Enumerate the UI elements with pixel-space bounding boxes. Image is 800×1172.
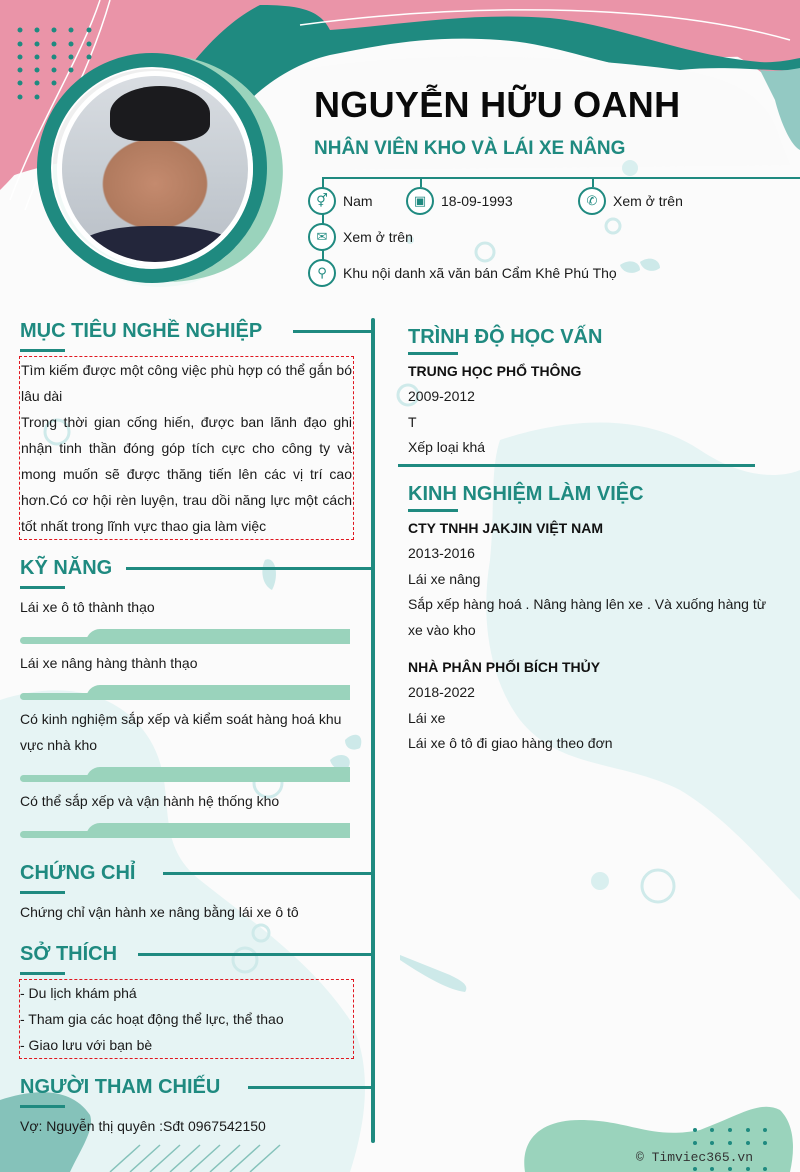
education-period: 2009-2012: [408, 388, 475, 404]
skill-item: Lái xe ô tô thành thạo: [20, 594, 350, 644]
section-title-skills: KỸ NĂNG: [20, 557, 113, 579]
section-title-hobbies: SỞ THÍCH: [20, 943, 118, 965]
education-major: T: [408, 413, 417, 430]
objective-text: Tìm kiếm được một công việc phù hợp có thể gắn bó lâu dài Trong thời gian cống hiến, được ban lãnh đạo ghi nhận tinh thần đóng góp tích cực cho công ty và mong muốn sẽ được thăng tiến lên các vị trí cao hơn.Có cơ hội rèn luyện, trau dồi năng lực một cách tốt nhất trong lĩnh vực thao gia làm việc: [19, 356, 354, 540]
company-name: NHÀ PHÂN PHỐI BÍCH THỦY: [408, 659, 601, 675]
experience-description: Sắp xếp hàng hoá . Nâng hàng lên xe . Và xuống hàng từ xe vào kho: [408, 596, 767, 638]
experience-period: 2013-2016: [408, 545, 475, 561]
skill-level-bar: [20, 628, 350, 644]
location-icon: ⚲: [308, 259, 336, 287]
company-name: CTY TNHH JAKJIN VIỆT NAM: [408, 520, 603, 536]
hobbies-list: - Du lịch khám phá - Tham gia các hoạt động thể lực, thể thao - Giao lưu với bạn bè: [19, 979, 354, 1059]
contact-email: ✉ Xem ở trên: [308, 223, 413, 251]
contact-address: ⚲ Khu nội danh xã văn bán Cẩm Khê Phú Thọ: [308, 259, 617, 287]
experience-position: Lái xe nâng: [408, 570, 481, 587]
school-name: TRUNG HỌC PHỔ THÔNG: [408, 363, 582, 379]
experience-position: Lái xe: [408, 709, 446, 726]
profile-photo: [57, 71, 253, 267]
skill-level-bar: [20, 766, 350, 782]
skill-item: Có kinh nghiệm sắp xếp và kiểm soát hàng hoá khu vực nhà kho: [20, 706, 350, 782]
skill-item: Có thể sắp xếp và vận hành hệ thống kho: [20, 788, 350, 838]
experience-period: 2018-2022: [408, 684, 475, 700]
section-title-references: NGƯỜI THAM CHIẾU: [20, 1076, 221, 1098]
certificate-item: Chứng chỉ vận hành xe nâng bằng lái xe ô tô: [20, 904, 299, 920]
section-title-objective: MỤC TIÊU NGHỀ NGHIỆP: [20, 320, 263, 342]
calendar-icon: ▣: [406, 187, 434, 215]
contact-birthdate: ▣ 18-09-1993: [406, 187, 513, 215]
experience-item: [408, 654, 778, 757]
skill-item: Lái xe nâng hàng thành thạo: [20, 650, 350, 700]
education-note: Xếp loại khá: [408, 439, 486, 455]
experience-item: [408, 515, 778, 643]
contact-gender: ⚥ Nam: [308, 187, 373, 215]
watermark: © Timviec365.vn: [636, 1150, 754, 1165]
candidate-name: NGUYỄN HỮU OANH: [314, 84, 681, 125]
section-title-certificates: CHỨNG CHỈ: [20, 862, 136, 884]
avatar: [62, 76, 248, 262]
job-title: NHÂN VIÊN KHO VÀ LÁI XE NÂNG: [314, 138, 626, 159]
contact-phone: ✆ Xem ở trên: [578, 187, 683, 215]
phone-icon: ✆: [578, 187, 606, 215]
reference-item: Vợ: Nguyễn thị quyên :Sđt 0967542150: [20, 1118, 266, 1134]
gender-icon: ⚥: [308, 187, 336, 215]
contact-divider: [322, 177, 800, 179]
experience-description: Lái xe ô tô đi giao hàng theo đơn: [408, 735, 613, 751]
section-title-education: TRÌNH ĐỘ HỌC VẤN: [408, 326, 603, 348]
section-title-experience: KINH NGHIỆM LÀM VIỆC: [408, 483, 644, 505]
skill-level-bar: [20, 822, 350, 838]
column-divider: [371, 318, 375, 1143]
education-item: [408, 358, 581, 461]
email-icon: ✉: [308, 223, 336, 251]
skill-level-bar: [20, 684, 350, 700]
